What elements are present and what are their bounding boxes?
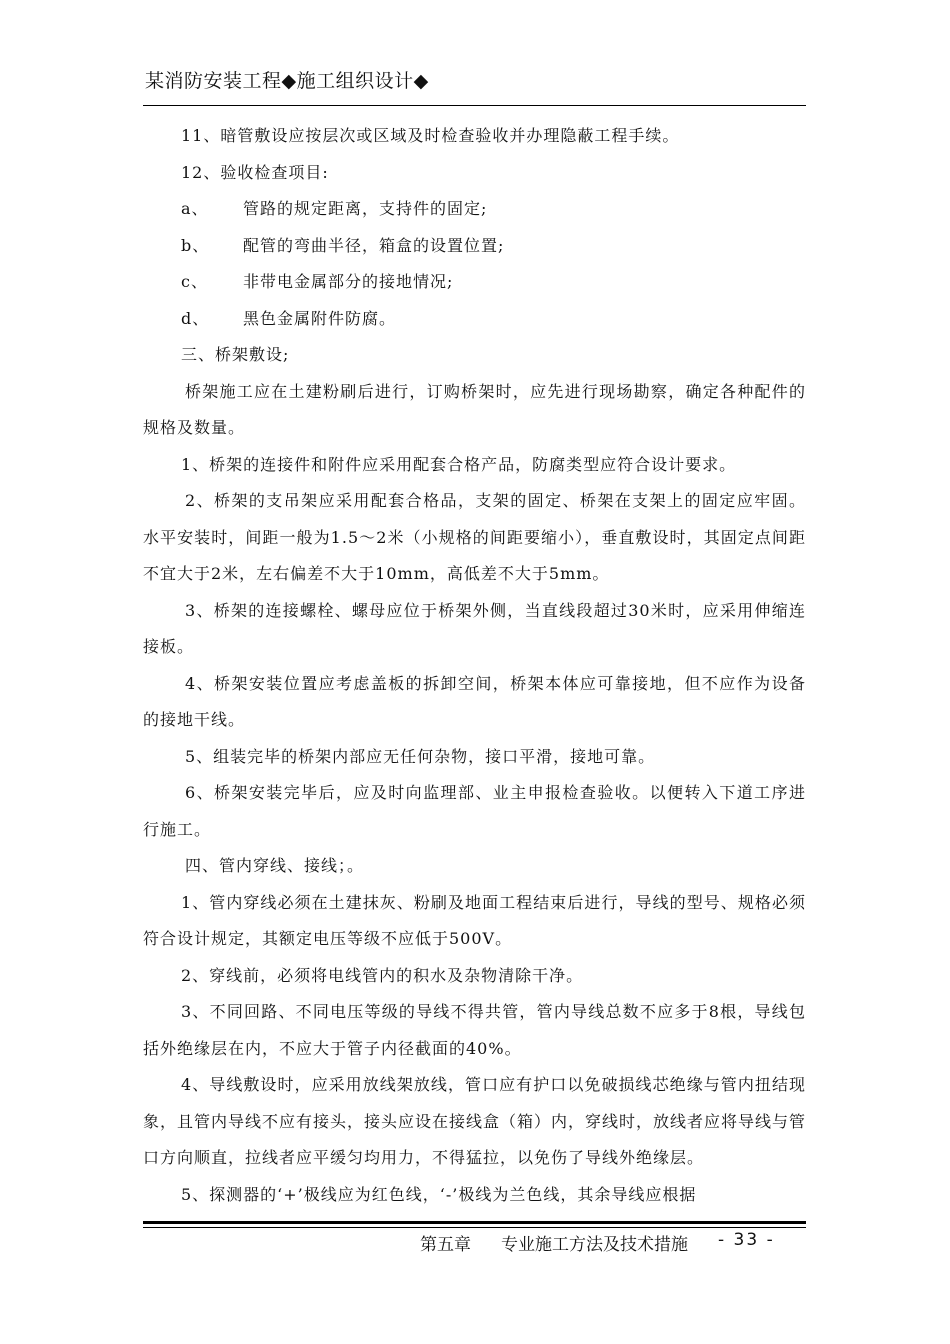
list-marker: c、 — [181, 272, 208, 291]
list-item — [143, 301, 806, 338]
list-item-text: 非带电金属部分的接地情况; — [243, 272, 454, 291]
footer-rule-thin — [143, 1227, 806, 1228]
paragraph: 3、不同回路、不同电压等级的导线不得共管，管内导线总数不应多于8根，导线包括外绝缘层在内，不应大于管子内径截面的40%。 — [143, 1002, 806, 1058]
paragraph: 4、桥架安装位置应考虑盖板的拆卸空间，桥架本体应可靠接地，但不应作为设备的接地干线。 — [143, 673, 806, 729]
paragraph: 四、管内穿线、接线；。 — [185, 856, 365, 875]
list-item — [143, 264, 806, 301]
page-number: - 33 - — [718, 1230, 775, 1250]
footer-rule — [143, 1221, 806, 1224]
paragraph: 6、桥架安装完毕后，应及时向监理部、业主申报检查验收。以便转入下道工序进行施工。 — [143, 783, 806, 839]
paragraph: 2、桥架的支吊架应采用配套合格品，支架的固定、桥架在支架上的固定应牢固。水平安装时，间距一般为1.5～2米（小规格的间距要缩小），垂直敷设时，其固定点间距不宜大于2米，左右偏差不大于10mm，高低差不大于5mm。 — [143, 491, 806, 583]
paragraph: 4、导线敷设时，应采用放线架放线，管口应有护口以免破损线芯绝缘与管内扭结现象，且管内导线不应有接头，接头应设在接线盒（箱）内，穿线时，放线者应将导线与管口方向顺直，拉线者应平缓匀均用力，不得猛拉，以免伤了导线外绝缘层。 — [143, 1075, 807, 1167]
paragraph: 5、探测器的‘+’极线应为红色线，‘-’极线为兰色线，其余导线应根据 — [181, 1184, 697, 1204]
paragraph: 5、组装完毕的桥架内部应无任何杂物，接口平滑，接地可靠。 — [185, 746, 656, 766]
list-marker: d、 — [181, 308, 210, 328]
list-item-text: 黑色金属附件防腐。 — [243, 308, 397, 328]
paragraph: 3、桥架的连接螺栓、螺母应位于桥架外侧，当直线段超过30米时，应采用伸缩连接板。 — [143, 600, 806, 656]
list-item — [143, 191, 806, 228]
list-item — [143, 228, 806, 265]
header-rule — [143, 105, 806, 106]
paragraph: 2、穿线前，必须将电线管内的积水及杂物清除干净。 — [181, 965, 584, 985]
paragraph: 12、验收检查项目: — [181, 162, 329, 182]
footer-chapter: 第五章 — [420, 1235, 471, 1255]
paragraph: 桥架施工应在土建粉刷后进行，订购桥架时，应先进行现场勘察，确定各种配件的规格及数量。 — [143, 381, 806, 437]
document-body — [143, 118, 806, 1213]
list-marker: a、 — [181, 199, 209, 218]
footer — [420, 1230, 775, 1255]
header-title: 某消防安装工程◆施工组织设计◆ — [145, 70, 429, 92]
paragraph: 11、暗管敷设应按层次或区域及时检查验收并办理隐蔽工程手续。 — [181, 126, 680, 145]
list-item-text: 管路的规定距离，支持件的固定; — [243, 199, 488, 218]
paragraph: 1、管内穿线必须在土建抹灰、粉刷及地面工程结束后进行，导线的型号、规格必须符合设计规定，其额定电压等级不应低于500V。 — [143, 892, 806, 948]
paragraph: 1、桥架的连接件和附件应采用配套合格产品，防腐类型应符合设计要求。 — [181, 454, 737, 474]
list-marker: b、 — [181, 235, 210, 255]
footer-section: 专业施工方法及技术措施 — [501, 1235, 688, 1255]
paragraph: 三、桥架敷设; — [181, 345, 290, 364]
list-item-text: 配管的弯曲半径，箱盒的设置位置; — [243, 235, 505, 255]
